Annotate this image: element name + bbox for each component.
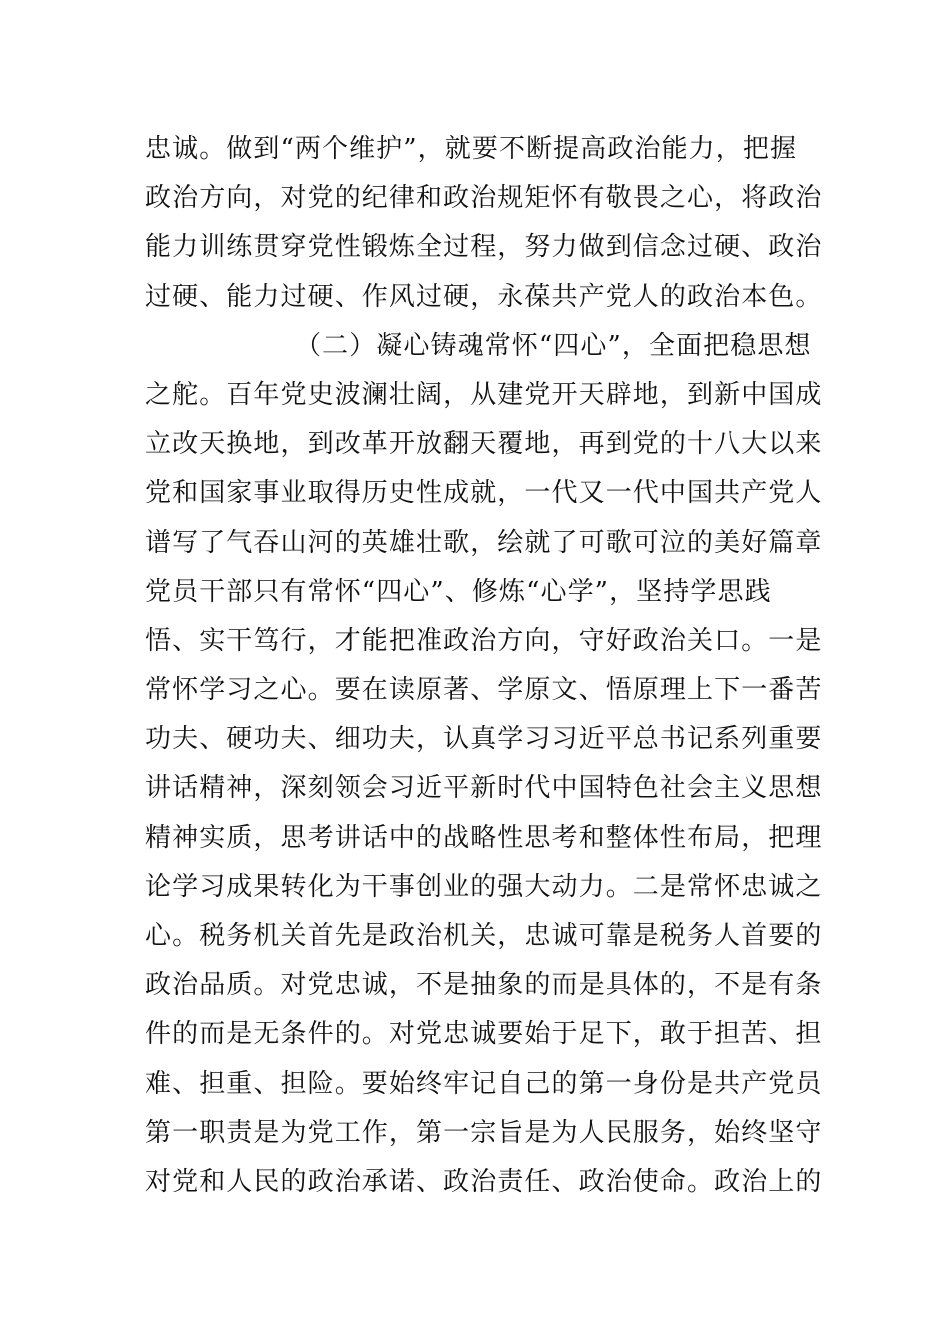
text-line: 对党和人民的政治承诺、政治责任、政治使命。政治上的 xyxy=(145,1166,823,1197)
text-line: 谱写了气吞山河的英雄壮歌，绘就了可歌可泣的美好篇章 xyxy=(145,527,823,558)
text-line: 之舵。百年党史波澜壮阔，从建党开天辟地，到新中国成 xyxy=(145,379,823,410)
text-line: 功夫、硬功夫、细功夫，认真学习习近平总书记系列重要 xyxy=(145,724,823,755)
section-heading-line: （二）凝心铸魂常怀“四心”，全面把稳思想 xyxy=(295,330,812,361)
text-line: 党员干部只有常怀“四心”、修炼“心学”，坚持学思践 xyxy=(145,576,772,607)
text-line: 精神实质，思考讲话中的战略性思考和整体性布局，把理 xyxy=(145,822,823,853)
text-line: 心。税务机关首先是政治机关，忠诚可靠是税务人首要的 xyxy=(145,921,823,951)
text-line: 论学习成果转化为干事创业的强大动力。二是常怀忠诚之 xyxy=(145,871,823,902)
text-line: 第一职责是为党工作，第一宗旨是为人民服务，始终坚守 xyxy=(145,1117,823,1148)
text-line: 过硬、能力过硬、作风过硬，永葆共产党人的政治本色。 xyxy=(145,281,823,312)
text-line: 悟、实干笃行，才能把准政治方向，守好政治关口。一是 xyxy=(145,625,823,656)
text-line: 政治品质。对党忠诚，不是抽象的而是具体的，不是有条 xyxy=(145,970,823,1001)
text-line: 忠诚。做到“两个维护”，就要不断提高政治能力，把握 xyxy=(145,134,798,164)
text-line: 立改天换地，到改革开放翻天覆地，再到党的十八大以来 xyxy=(145,429,823,460)
body-text xyxy=(145,125,823,1207)
text-line: 政治方向，对党的纪律和政治规矩怀有敬畏之心，将政治 xyxy=(145,183,823,214)
text-line: 能力训练贯穿党性锻炼全过程，努力做到信念过硬、政治 xyxy=(145,232,823,263)
text-line: 党和国家事业取得历史性成就，一代又一代中国共产党人 xyxy=(145,478,823,509)
text-line: 常怀学习之心。要在读原著、学原文、悟原理上下一番苦 xyxy=(145,675,823,706)
text-line: 讲话精神，深刻领会习近平新时代中国特色社会主义思想 xyxy=(145,773,823,804)
text-line: 件的而是无条件的。对党忠诚要始于足下，敢于担苦、担 xyxy=(145,1019,823,1050)
text-line: 难、担重、担险。要始终牢记自己的第一身份是共产党员 xyxy=(145,1068,823,1099)
